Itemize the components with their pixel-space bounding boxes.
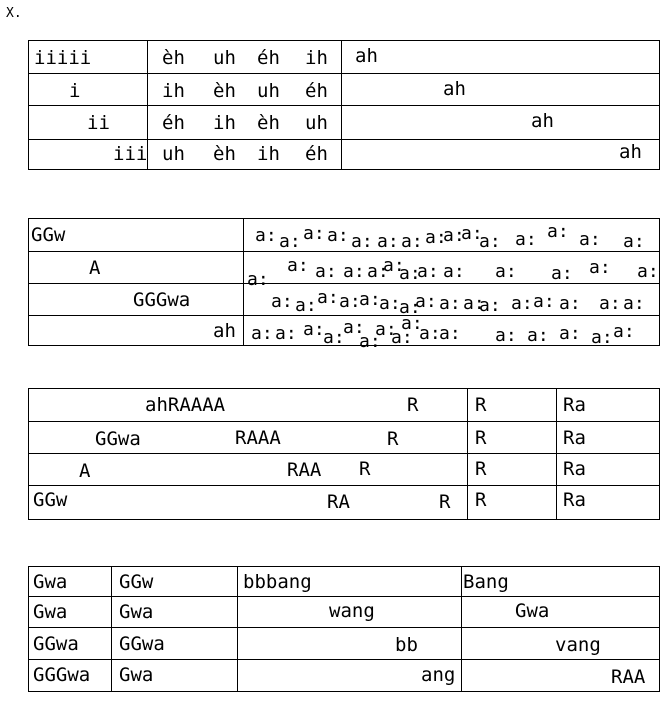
- cell: èh: [213, 143, 236, 165]
- cell: Gwa: [33, 601, 68, 623]
- cell: RAA: [611, 666, 646, 688]
- long-a-mark: a:: [401, 313, 423, 334]
- long-a-mark: a:: [417, 261, 439, 282]
- long-a-mark: a:: [443, 261, 465, 282]
- long-a-mark: a:: [623, 293, 645, 314]
- long-a-mark: a:: [527, 325, 549, 346]
- long-a-mark: a:: [343, 317, 365, 338]
- cell: éh: [162, 112, 185, 134]
- cell: wang: [329, 600, 375, 622]
- long-a-mark: a:: [439, 323, 461, 344]
- row-label: ii: [87, 112, 110, 134]
- cell: uh: [257, 80, 280, 102]
- cell: Gwa: [515, 600, 550, 622]
- table-row: [29, 105, 659, 138]
- cell: uh: [305, 112, 328, 134]
- cell: R: [407, 394, 419, 416]
- long-a-mark: a:: [579, 229, 601, 250]
- table-row: [29, 421, 659, 454]
- cell: GGwa: [95, 428, 141, 450]
- long-a-mark: a:: [551, 263, 573, 284]
- long-a-mark: a:: [399, 297, 421, 318]
- table-words: [28, 566, 660, 692]
- row-label: GGw: [31, 224, 66, 246]
- row-label: iii: [113, 143, 148, 165]
- long-a-mark: a:: [515, 229, 537, 250]
- table-long-a: [28, 218, 660, 352]
- long-a-mark: a:: [415, 291, 437, 312]
- cell: GGwa: [33, 633, 79, 655]
- long-a-mark: a:: [383, 255, 405, 276]
- table-row: [29, 596, 659, 628]
- cell: éh: [305, 80, 328, 102]
- long-a-mark: a:: [511, 293, 533, 314]
- cell: RAAA: [235, 427, 281, 449]
- long-a-mark: a:: [399, 263, 421, 284]
- cell: éh: [305, 143, 328, 165]
- table-row: [29, 485, 659, 520]
- cell: GGw: [119, 571, 154, 593]
- table-row: [29, 659, 659, 692]
- cell: Gwa: [33, 571, 68, 593]
- cell: GGw: [33, 489, 68, 511]
- long-a-mark: a:: [323, 327, 345, 348]
- cell: éh: [257, 47, 280, 69]
- cell: bb: [395, 634, 418, 656]
- cell: A: [79, 460, 91, 482]
- long-a-mark: a:: [613, 321, 635, 342]
- long-a-mark: a:: [359, 289, 381, 310]
- long-a-mark: a:: [303, 319, 325, 340]
- cell: uh: [162, 143, 185, 165]
- long-a-mark: a:: [247, 269, 269, 290]
- long-a-mark: a:: [425, 227, 447, 248]
- cell: Gwa: [119, 601, 154, 623]
- cell: vang: [555, 634, 601, 656]
- long-a-mark: a:: [271, 291, 293, 312]
- cell: GGGwa: [33, 664, 91, 686]
- long-a-mark: a:: [559, 323, 581, 344]
- cell-ra: Ra: [563, 489, 586, 511]
- cell: R: [387, 428, 399, 450]
- table-row: [29, 453, 659, 486]
- long-a-mark: a:: [599, 293, 621, 314]
- row-label: ah: [213, 320, 236, 342]
- long-a-mark: a:: [317, 287, 339, 308]
- cell: R: [439, 491, 451, 513]
- row-label: A: [89, 257, 101, 279]
- long-a-mark: a:: [463, 293, 485, 314]
- cell: ih: [162, 80, 185, 102]
- long-a-mark: a:: [533, 291, 555, 312]
- cell: èh: [257, 112, 280, 134]
- long-a-mark: a:: [251, 323, 273, 344]
- cell-ra: Ra: [563, 427, 586, 449]
- long-a-mark: a:: [589, 257, 611, 278]
- cell: GGwa: [119, 633, 165, 655]
- long-a-mark: a:: [359, 331, 381, 352]
- long-a-mark: a:: [377, 231, 399, 252]
- cell: ahRAAAA: [145, 394, 226, 416]
- long-a-mark: a:: [419, 323, 441, 344]
- long-a-mark: a:: [547, 221, 569, 242]
- long-a-mark: a:: [351, 231, 373, 252]
- table-row: [29, 73, 659, 106]
- long-a-mark: a:: [279, 231, 301, 252]
- long-a-mark: a:: [623, 231, 645, 252]
- cell: ih: [305, 47, 328, 69]
- cell: ih: [213, 112, 236, 134]
- long-a-mark: a:: [375, 319, 397, 340]
- long-a-mark: a:: [339, 291, 361, 312]
- cell-right: ah: [355, 45, 378, 67]
- cell: RA: [327, 491, 350, 513]
- row-label: i: [69, 80, 81, 102]
- table-vowels: [28, 40, 660, 170]
- long-a-mark: a:: [275, 323, 297, 344]
- cell-ra: Ra: [563, 458, 586, 480]
- long-a-mark: a:: [379, 293, 401, 314]
- long-a-mark: a:: [315, 261, 337, 282]
- corner-mark: X.: [6, 6, 22, 21]
- long-a-mark: a:: [303, 223, 325, 244]
- cell: èh: [213, 80, 236, 102]
- cell-r: R: [475, 458, 487, 480]
- cell-r: R: [475, 394, 487, 416]
- long-a-marks: [29, 219, 661, 352]
- cell-right: ah: [531, 110, 554, 132]
- table-row: [29, 567, 659, 596]
- long-a-mark: a:: [401, 231, 423, 252]
- row-label: iiiii: [34, 47, 92, 69]
- cell: uh: [213, 47, 236, 69]
- cell: Bang: [463, 571, 509, 593]
- table-row: [29, 389, 659, 421]
- long-a-mark: a:: [327, 225, 349, 246]
- long-a-mark: a:: [495, 261, 517, 282]
- cell: bbbang: [243, 571, 312, 593]
- long-a-mark: a:: [367, 261, 389, 282]
- table-row: [29, 139, 659, 170]
- cell: Gwa: [119, 664, 154, 686]
- long-a-mark: a:: [637, 261, 659, 282]
- row-label: GGGwa: [133, 289, 191, 311]
- long-a-mark: a:: [479, 231, 501, 252]
- long-a-mark: a:: [343, 261, 365, 282]
- cell-right: ah: [619, 141, 642, 163]
- long-a-mark: a:: [295, 295, 317, 316]
- cell-right: ah: [443, 78, 466, 100]
- long-a-mark: a:: [559, 293, 581, 314]
- long-a-mark: a:: [287, 255, 309, 276]
- cell: R: [359, 458, 371, 480]
- table-r-sounds: [28, 388, 660, 520]
- long-a-mark: a:: [591, 327, 613, 348]
- cell: ang: [421, 664, 456, 686]
- long-a-mark: a:: [391, 327, 413, 348]
- long-a-mark: a:: [495, 325, 517, 346]
- cell-ra: Ra: [563, 394, 586, 416]
- long-a-mark: a:: [439, 293, 461, 314]
- long-a-mark: a:: [479, 295, 501, 316]
- cell: èh: [162, 47, 185, 69]
- cell-r: R: [475, 489, 487, 511]
- long-a-mark: a:: [255, 225, 277, 246]
- long-a-mark: a:: [461, 223, 483, 244]
- cell: RAA: [287, 459, 322, 481]
- cell-r: R: [475, 427, 487, 449]
- cell: ih: [257, 143, 280, 165]
- long-a-mark: a:: [443, 225, 465, 246]
- table-row: [29, 41, 659, 73]
- table-row: [29, 627, 659, 660]
